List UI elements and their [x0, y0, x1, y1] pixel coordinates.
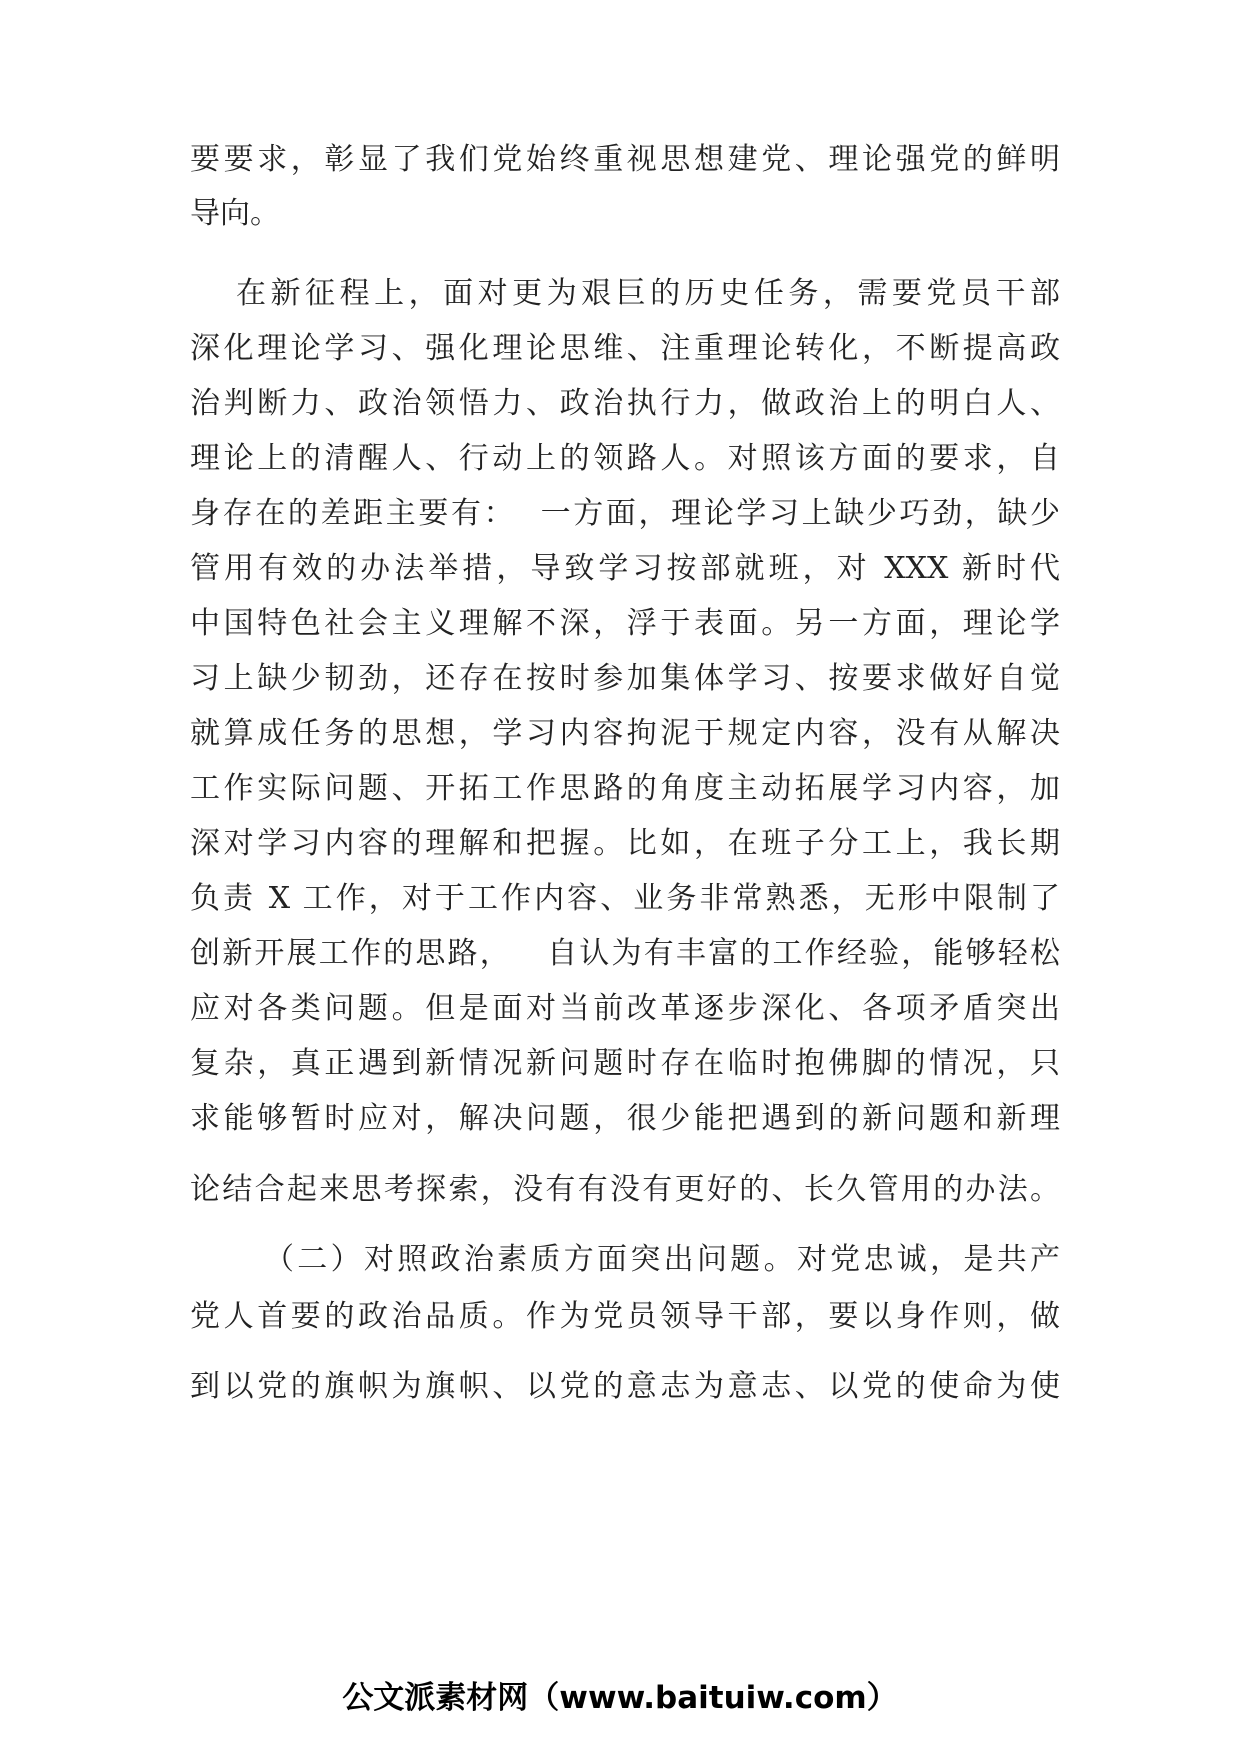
text-line: 创新开展工作的思路， 自认为有丰富的工作经验，能够轻松 [190, 936, 1060, 971]
footer-watermark: 公文派素材网（www.baituiw.com） [342, 1680, 898, 1716]
text-line: 到以党的旗帜为旗帜、以党的意志为意志、以党的使命为使 [190, 1369, 1060, 1404]
text-line: 党人首要的政治品质。作为党员领导干部，要以身作则，做 [190, 1299, 1060, 1334]
text-line: 求能够暂时应对，解决问题，很少能把遇到的新问题和新理 [190, 1101, 1060, 1136]
text-line: 导向。 [190, 196, 280, 231]
text-line: 管用有效的办法举措，导致学习按部就班，对 XXX 新时代 [190, 551, 1060, 586]
text-line: 身存在的差距主要有： 一方面，理论学习上缺少巧劲，缺少 [190, 496, 1060, 531]
text-line: 负责 X 工作，对于工作内容、业务非常熟悉，无形中限制了 [190, 881, 1060, 916]
section-heading-line: （二）对照政治素质方面突出问题。对党忠诚，是共产 [264, 1242, 1060, 1277]
text-line: 习上缺少韧劲，还存在按时参加集体学习、按要求做好自觉 [190, 661, 1060, 696]
text-line: 论结合起来思考探索，没有有没有更好的、长久管用的办法。 [190, 1172, 1060, 1207]
text-line: 理论上的清醒人、行动上的领路人。对照该方面的要求，自 [190, 441, 1060, 476]
text-line: 治判断力、政治领悟力、政治执行力，做政治上的明白人、 [190, 386, 1060, 421]
text-line: 深对学习内容的理解和把握。比如，在班子分工上，我长期 [190, 826, 1060, 861]
text-line: 工作实际问题、开拓工作思路的角度主动拓展学习内容，加 [190, 771, 1060, 806]
text-line: 中国特色社会主义理解不深，浮于表面。另一方面，理论学 [190, 606, 1060, 641]
text-line: 要要求，彰显了我们党始终重视思想建党、理论强党的鲜明 [190, 142, 1060, 177]
text-line: 深化理论学习、强化理论思维、注重理论转化，不断提高政 [190, 331, 1060, 366]
paragraph-start-line: 在新征程上，面对更为艰巨的历史任务，需要党员干部 [236, 276, 1060, 311]
text-line: 就算成任务的思想，学习内容拘泥于规定内容，没有从解决 [190, 716, 1060, 751]
text-line: 应对各类问题。但是面对当前改革逐步深化、各项矛盾突出 [190, 991, 1060, 1026]
text-line: 复杂，真正遇到新情况新问题时存在临时抱佛脚的情况，只 [190, 1046, 1060, 1081]
